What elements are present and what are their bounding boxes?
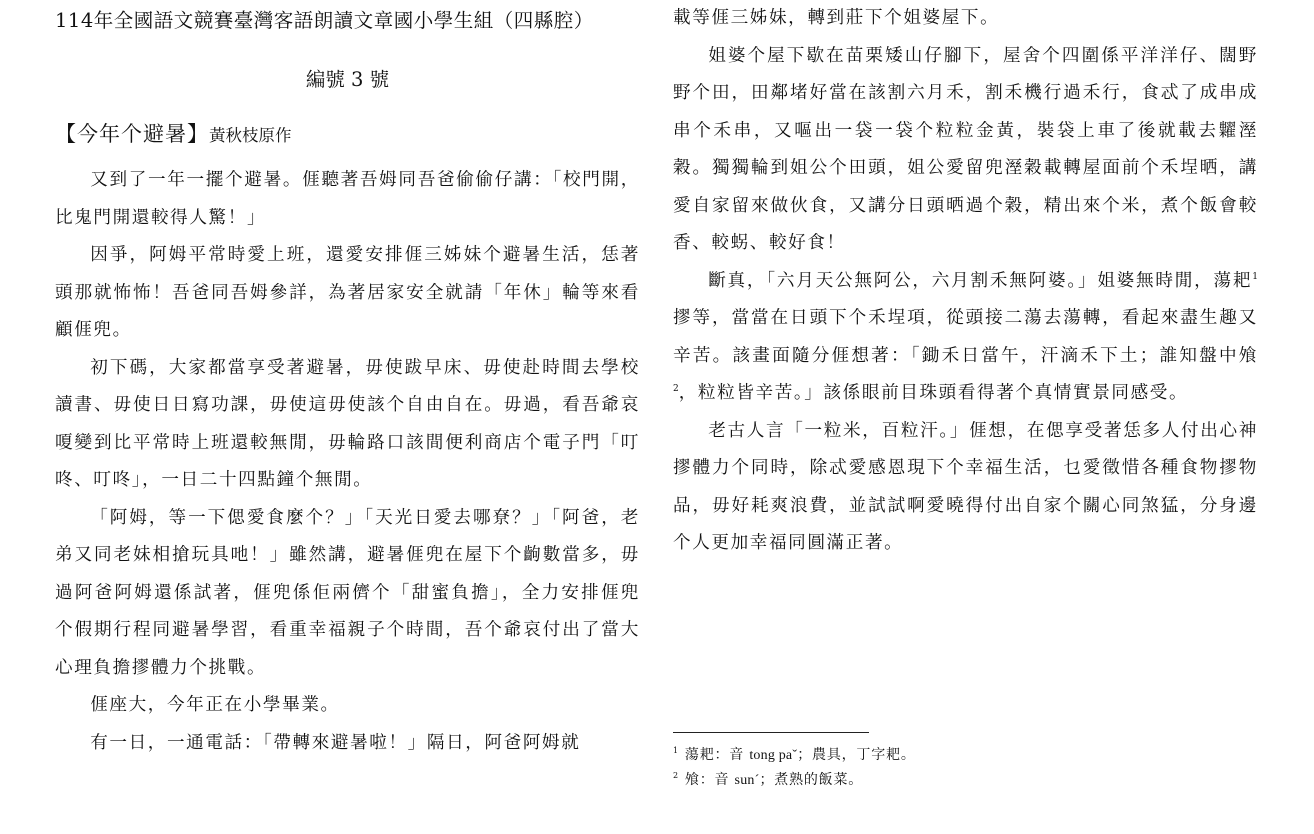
right-column bbox=[673, 0, 1258, 563]
paragraph: 姐婆个屋下歇在苗栗矮山仔腳下，屋舍个四圍係平洋洋仔、闊野野个田，田鄰堵好當在該割六月禾，割禾機行過禾行，食忒了成串成串个禾串，又嘔出一袋一袋个粒粒金黃，裝袋上車了後就載去糶溼穀。獨獨輪到姐公个田頭，姐公愛留兜溼穀載轉屋面前个禾埕晒，講愛自家留來做伙食，又講分日頭晒過个穀，精出來个米，煮个飯會較香、較𧊅、較好食！ bbox=[673, 45, 1258, 253]
paragraph: 𠊎座大，今年正在小學畢業。 bbox=[90, 695, 340, 715]
document-title: 114年全國語文競賽臺灣客語朗讀文章國小學生組（四縣腔） bbox=[55, 9, 594, 32]
footnote-text: 飧：音 bbox=[684, 772, 735, 788]
paragraph: 因爭，阿姆平常時愛上班，還愛安排𠊎三姊妹个避暑生活，恁著頭那就怖怖！吾爸同吾姆參詳，為著居家安全就請「年休」輪等來看顧𠊎兜。 bbox=[55, 245, 640, 340]
paragraph: 又到了一年一擺个避暑。𠊎聽著吾姆同吾爸偷偷仔講：「校門開，比鬼門開還較得人驚！」 bbox=[55, 170, 640, 228]
footnote-text: ；農具，丁字耙。 bbox=[797, 747, 916, 763]
footnote-number: 1 bbox=[673, 746, 679, 756]
paragraph-text: 斷真，「六月天公無阿公，六月割禾無阿婆。」姐婆無時閒，蕩耙 bbox=[708, 270, 1253, 291]
paragraph: 初下碼，大家都當享受著避暑，毋使跋早床、毋使赴時間去學校讀書、毋使日日寫功課，毋使這毋使該个自由自在。毋過，看吾爺哀嗄變到比平常時上班還較無閒，毋輪路口該間便利商店个電子門「叮咚、叮咚」，一日二十四點鐘个無閒。 bbox=[55, 357, 640, 490]
footnote-number: 2 bbox=[673, 771, 679, 781]
footnote-phonetic: tong paˇ bbox=[749, 748, 798, 763]
footnotes bbox=[673, 743, 916, 793]
heading-open-bracket: 【 bbox=[55, 122, 77, 146]
footnote-text: ；煮熟的飯菜。 bbox=[759, 772, 864, 788]
paragraph: 「阿姆，等一下偲愛食麼个？」「天光日愛去哪尞？」「阿爸，老弟又同老妹相搶玩具吔！」雖然講，避暑𠊎兜在屋下个齣數當多，毋過阿爸阿姆還係試著，𠊎兜係佢兩儕个「甜蜜負擔」，全力安排𠊎兜个假期行程同避暑學習，看重幸福親子个時間，吾个爺哀付出了當大心理負擔摎體力个挑戰。 bbox=[55, 507, 640, 678]
essay-heading bbox=[55, 114, 640, 156]
footnote-item bbox=[673, 743, 916, 768]
serial-number: 編號 3 號 bbox=[305, 68, 390, 91]
essay-title: 今年个避暑 bbox=[77, 122, 187, 146]
essay-author: 黃秋枝原作 bbox=[209, 126, 292, 145]
paragraph bbox=[673, 263, 1258, 413]
heading-close-bracket: 】 bbox=[187, 122, 209, 146]
footnote-phonetic: sun´ bbox=[734, 773, 760, 788]
paragraph-text: ，粒粒皆辛苦。」該係眼前目珠頭看得著个真情實景同感受。 bbox=[678, 383, 1189, 403]
paragraph-continued: 載等𠊎三姊妹，轉到莊下个姐婆屋下。 bbox=[673, 8, 1000, 28]
footnote-ref-1[interactable]: 1 bbox=[1252, 271, 1258, 282]
footnote-ref-2[interactable]: 2 bbox=[673, 384, 679, 395]
footnote-item bbox=[673, 768, 916, 793]
footnote-text: 蕩耙：音 bbox=[684, 747, 750, 763]
paragraph: 有一日，一通電話：「帶轉來避暑啦！」隔日，阿爸阿姆就 bbox=[90, 732, 581, 753]
paragraph-text: 摎等，當當在日頭下个禾埕項，從頭接二蕩去蕩轉，看起來盡生趣又辛苦。該畫面隨分𠊎想著：「鋤禾日當午，汗滴禾下土；誰知盤中飧 bbox=[673, 308, 1258, 366]
footnote-separator bbox=[673, 732, 869, 733]
left-column bbox=[55, 0, 640, 762]
paragraph: 老古人言「一粒米，百粒汗。」𠊎想，在偲享受著恁多人付出心神摎體力个同時，除忒愛感恩現下个幸福生活，乜愛徵惜各種食物摎物品，毋好耗爽浪費，並試試啊愛曉得付出自家个關心同煞猛，分身邊个人更加幸福同圓滿正著。 bbox=[673, 420, 1258, 553]
